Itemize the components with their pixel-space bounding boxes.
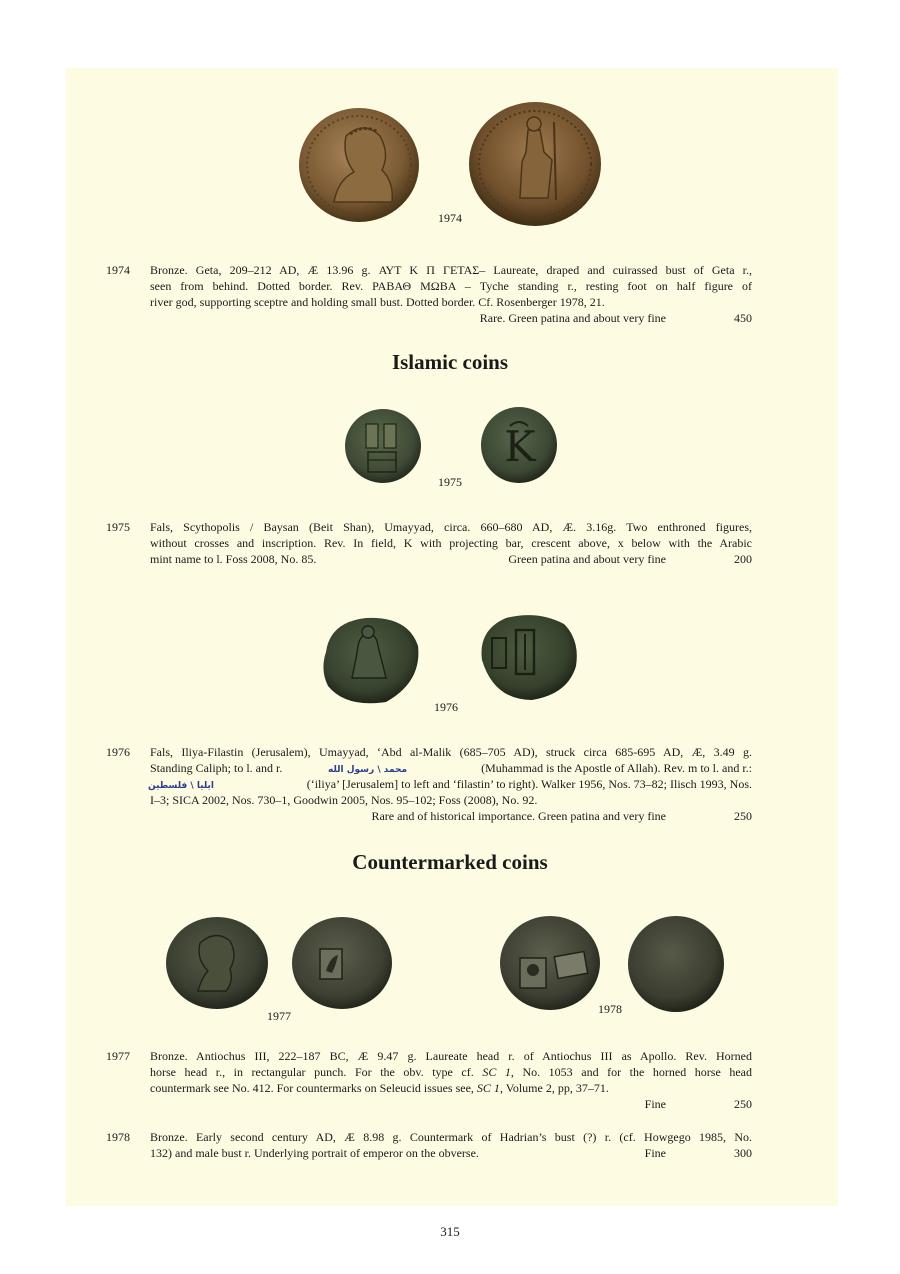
reference-title: SC 1	[482, 1065, 511, 1079]
lot-line: Bronze. Early second century AD, Æ 8.98 g. Countermark of Hadrian’s bust (?) r. (cf. Howgego 1985, No.	[150, 1130, 752, 1144]
lot-1975	[106, 519, 752, 567]
lot-line-text: horse head r., in rectangular punch. For the obv. type cf.	[150, 1065, 483, 1079]
lot-price: 250	[734, 1097, 752, 1111]
lot-1976	[106, 744, 752, 824]
lot-grade: Fine	[644, 1097, 666, 1111]
coin-1974-reverse	[466, 100, 604, 228]
lot-number: 1974	[106, 263, 130, 277]
lot-line: Fals, Iliya-Filastin (Jerusalem), Umayyad, ‘Abd al-Malik (685–705 AD), struck circa 685-695 AD, Æ, 3.49 g.	[150, 745, 752, 759]
lot-line-text: (‘iliya’ [Jerusalem] to left and ‘filastin’ to right). Walker 1956, Nos. 73–82; Ilisch 1993, Nos.	[306, 777, 752, 791]
lot-line	[150, 776, 752, 792]
lot-price: 300	[734, 1146, 752, 1160]
lot-price: 450	[734, 311, 752, 325]
lot-line-text: countermark see No. 412. For countermarks on Seleucid issues see,	[150, 1081, 477, 1095]
coin-1975-reverse	[480, 406, 558, 484]
lot-line-last: 132) and male bust r. Underlying portrait of emperor on the obverse.	[150, 1146, 479, 1160]
catalogue-panel	[66, 68, 838, 1206]
lot-grade: Rare and of historical importance. Green patina and very fine	[371, 809, 666, 823]
coin-1978-reverse	[626, 914, 726, 1014]
lot-1977	[106, 1048, 752, 1112]
coin-1974-obverse	[298, 106, 420, 224]
lot-grade: Green patina and about very fine	[508, 552, 666, 566]
lot-description	[150, 519, 752, 551]
lot-line-text: , No. 1053 and for the horned horse head	[510, 1065, 752, 1079]
lot-line-last: mint name to l. Foss 2008, No. 85.	[150, 552, 317, 566]
lot-line: Bronze. Geta, 209–212 AD, Æ 13.96 g. ΑΥΤ Κ Π ΓΕΤΑΣ– Laureate, draped and cuirassed bust of Geta r.,	[150, 263, 752, 277]
lot-line: I–3; SICA 2002, Nos. 730–1, Goodwin 2005, Nos. 95–102; Foss (2008), No. 92.	[150, 793, 538, 807]
grade-price-line	[150, 808, 752, 824]
lot-number: 1976	[106, 745, 130, 759]
lot-line	[150, 1064, 752, 1080]
lot-grade: Fine	[644, 1146, 666, 1160]
coin-label-1976: 1976	[434, 700, 458, 714]
lot-line: seen from behind. Dotted border. Rev. ΡΑΒΑΘ ΜΩΒΑ – Tyche standing r., resting foot on half figure of	[150, 279, 752, 293]
lot-line-text: Standing Caliph; to l. and r.	[150, 761, 283, 775]
coin-label-1978: 1978	[598, 1002, 622, 1016]
arabic-inscription: محمد \ رسول الله	[328, 765, 408, 775]
coin-1976-obverse	[316, 612, 422, 708]
lot-grade: Rare. Green patina and about very fine	[479, 311, 666, 325]
section-heading-islamic: Islamic coins	[391, 350, 509, 374]
coin-1978-obverse	[498, 914, 602, 1012]
coin-1976-reverse	[476, 610, 580, 702]
lot-line	[150, 760, 752, 776]
lot-line: without crosses and inscription. Rev. In field, K with projecting bar, crescent above, x below with the Arabic	[150, 536, 752, 550]
lot-line-text: (Muhammad is the Apostle of Allah). Rev. m to l. and r.:	[481, 761, 752, 775]
lot-description	[150, 262, 752, 310]
lot-line: river god, supporting sceptre and holding small bust. Dotted border. Cf. Rosenberger 1978, 21.	[150, 295, 605, 309]
lot-description	[150, 1048, 752, 1096]
lot-price: 200	[734, 552, 752, 566]
lot-description	[150, 1129, 752, 1145]
lot-number: 1977	[106, 1049, 130, 1063]
lot-line: Bronze. Antiochus III, 222–187 BC, Æ 9.47 g. Laureate head r. of Antiochus III as Apollo. Rev. Horned	[150, 1049, 752, 1063]
grade-price-line	[150, 551, 752, 567]
coin-1975-obverse	[344, 408, 422, 484]
lot-number: 1975	[106, 520, 130, 534]
page-number: 315	[440, 1224, 460, 1239]
grade-price-line	[150, 1145, 752, 1161]
lot-1978	[106, 1129, 752, 1161]
coin-label-1974: 1974	[438, 211, 462, 225]
coin-label-1975: 1975	[438, 475, 462, 489]
lot-price: 250	[734, 809, 752, 823]
reference-title: SC 1	[476, 1081, 500, 1095]
coin-1975-reverse-letter: K	[504, 422, 536, 471]
lot-number: 1978	[106, 1130, 130, 1144]
lot-line: Fals, Scythopolis / Baysan (Beit Shan), Umayyad, circa. 660–680 AD, Æ. 3.16g. Two enthroned figures,	[150, 520, 752, 534]
lot-1974	[106, 262, 752, 326]
coin-1977-obverse	[164, 915, 270, 1011]
grade-price-line	[150, 310, 752, 326]
grade-price-line	[150, 1096, 752, 1112]
section-heading-countermarked: Countermarked coins	[352, 850, 548, 874]
coin-1977-reverse	[290, 915, 394, 1011]
lot-description	[150, 744, 752, 808]
coin-label-1977: 1977	[267, 1009, 291, 1023]
lot-line-text: , Volume 2, pp, 37–71.	[499, 1081, 609, 1095]
lot-line	[150, 1080, 752, 1096]
arabic-inscription: ايليا \ فلسطين	[148, 781, 215, 791]
